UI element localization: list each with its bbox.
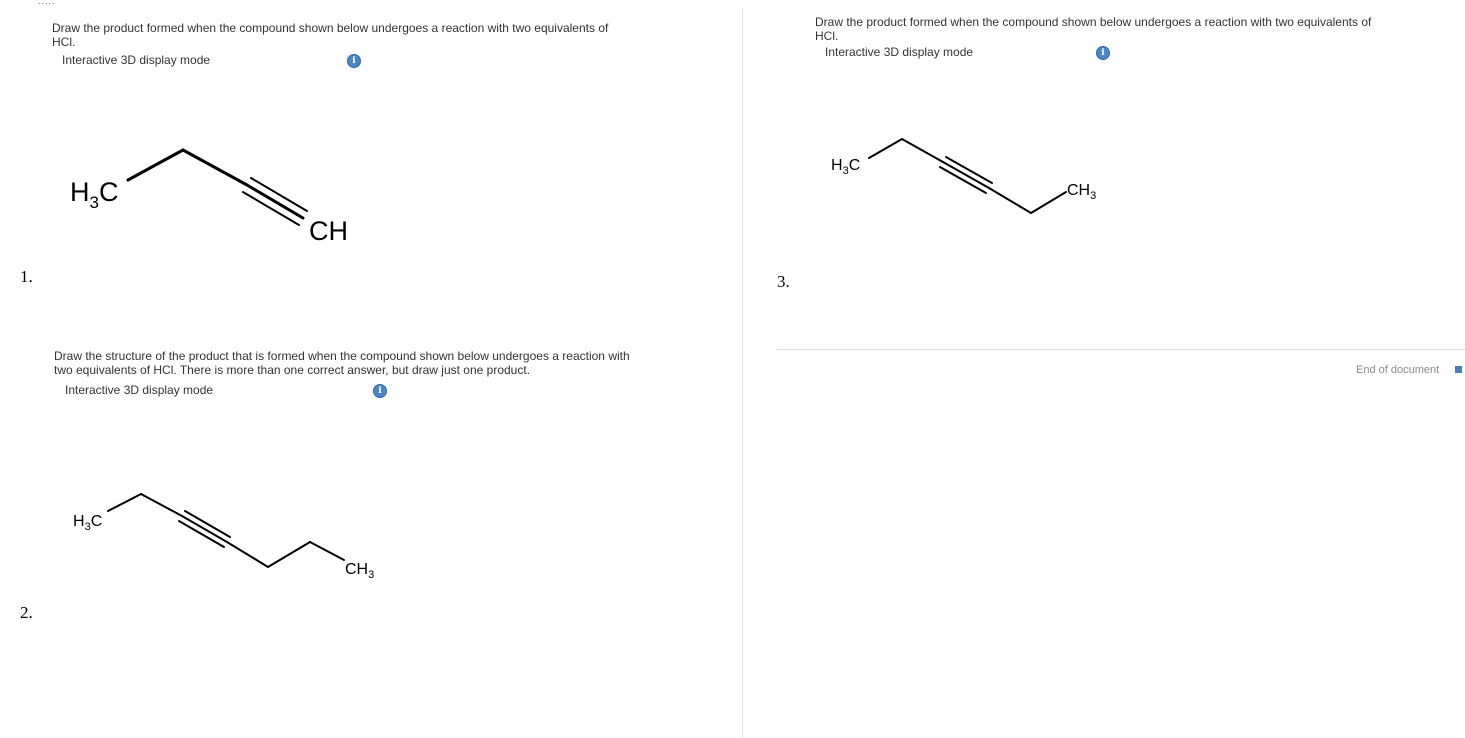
prompt-line-1: Draw the product formed when the compound shown below undergoes a reaction with two equivalents of [815, 15, 1372, 29]
end-of-document-label: End of document [1356, 364, 1440, 376]
question-number-2: 2. [20, 603, 33, 622]
triple-bond-upper [946, 157, 992, 183]
triple-bond-center [182, 516, 227, 542]
triple-bond-center [247, 185, 303, 218]
interactive-3d-mode-link[interactable]: Interactive 3D display mode [65, 383, 214, 397]
triple-bond-upper [185, 511, 230, 537]
prompt-line-1: Draw the product formed when the compound shown below undergoes a reaction with two equivalents of [52, 21, 609, 35]
bond-line [310, 542, 344, 560]
end-divider [777, 349, 1465, 350]
molecule-2-structure [70, 485, 400, 585]
bond-line [989, 188, 1031, 213]
bond-line [108, 494, 141, 511]
column-divider [742, 8, 743, 738]
question-number-3: 3. [777, 272, 790, 291]
bond-line [227, 542, 268, 567]
methyl-label: $CH_3$ [345, 561, 375, 581]
bond-line [183, 150, 247, 185]
prompt-line-2: HCl. [52, 35, 76, 49]
molecule-3-structure [825, 130, 1125, 225]
question-number-1: 1. [20, 267, 33, 286]
methyl-label: $H_3C$ [73, 513, 103, 533]
bond-line [128, 150, 183, 180]
question-3-prompt [815, 15, 1371, 43]
molecule-1-structure [60, 140, 380, 260]
bond-line [268, 542, 310, 567]
methyl-label: $H_3C$ [70, 177, 119, 212]
bond-line [902, 139, 943, 162]
prompt-line-1: Draw the structure of the product that is formed when the compound shown below undergoes a reaction with [54, 349, 630, 363]
info-icon[interactable]: i [347, 54, 361, 68]
truncated-header-text: ..... [38, 0, 56, 6]
triple-bond-upper [251, 178, 307, 211]
methyl-label: $H_3C$ [831, 157, 861, 177]
triple-bond-lower [243, 192, 299, 225]
terminal-ch-label: CH [309, 216, 348, 246]
methyl-label: $CH_3$ [1067, 182, 1097, 202]
end-marker-icon [1455, 366, 1462, 373]
prompt-line-2: two equivalents of HCl. There is more than one correct answer, but draw just one product. [54, 363, 531, 377]
bond-line [869, 139, 902, 158]
triple-bond-center [943, 162, 989, 188]
question-2-prompt [54, 349, 630, 377]
interactive-3d-mode-link[interactable]: Interactive 3D display mode [62, 53, 211, 67]
triple-bond-lower [940, 167, 986, 193]
prompt-line-2: HCl. [815, 29, 839, 43]
bond-line [141, 494, 182, 516]
triple-bond-lower [179, 521, 224, 547]
info-icon[interactable]: i [1096, 46, 1110, 60]
interactive-3d-mode-link[interactable]: Interactive 3D display mode [825, 45, 974, 59]
bond-line [1031, 192, 1066, 213]
info-icon[interactable]: i [373, 384, 387, 398]
question-1-prompt [52, 21, 608, 49]
